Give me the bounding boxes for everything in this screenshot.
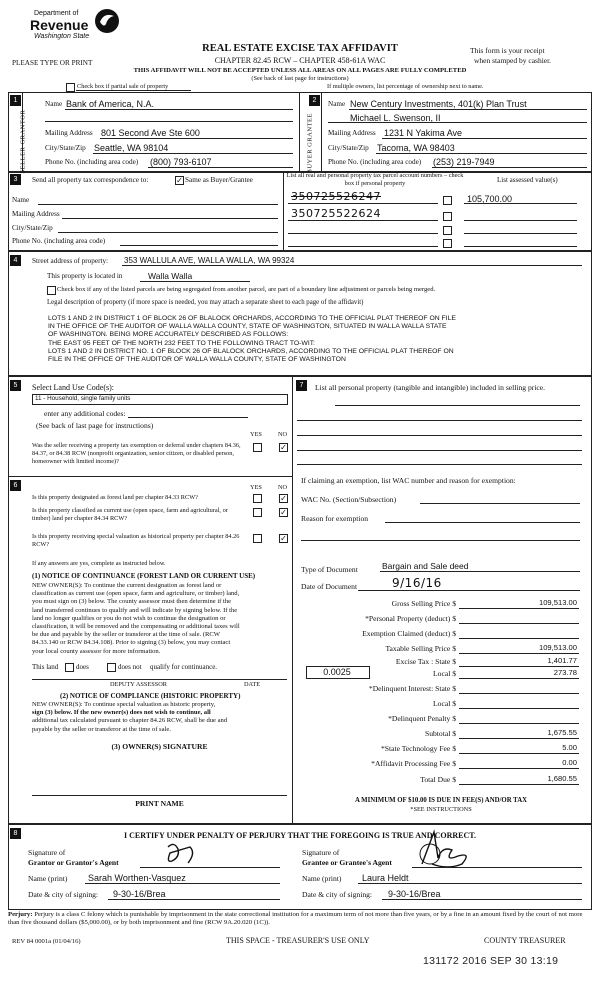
multiple-owners-note: If multiple owners, list percentage of ownership next to name. — [327, 83, 484, 90]
delinquent-penalty-label: *Delinquent Penalty $ — [388, 714, 456, 723]
section-7-number: 7 — [296, 380, 307, 391]
total-due-value[interactable]: 1,680.55 — [547, 774, 577, 783]
notice-compliance-text — [32, 701, 290, 734]
treasurer-use-only: THIS SPACE - TREASURER'S USE ONLY — [226, 936, 370, 945]
notice1-line: land no longer qualifies or you do not wish to continue the designation or — [32, 614, 226, 622]
technology-fee-value[interactable]: 5.00 — [562, 743, 577, 752]
street-address[interactable]: 353 WALLULA AVE, WALLA WALLA, WA 99324 — [124, 256, 295, 265]
notice2-line: additional tax calculated pursuant to chapter 84.26 RCW, shall be due and — [32, 717, 228, 725]
buyer-city[interactable]: Tacoma, WA 98403 — [377, 143, 455, 153]
assessed-1[interactable]: 105,700.00 — [467, 194, 513, 204]
dor-logo — [8, 6, 118, 46]
grantor-name[interactable]: Sarah Worthen-Vasquez — [88, 873, 186, 883]
seller-city[interactable]: Seattle, WA 98104 — [94, 143, 169, 153]
current-use-question: Is this property classified as current use (open space, farm and agricultural, or timber) land per chapter 84.34 RCW? — [32, 507, 228, 522]
wac-label: WAC No. (Section/Subsection) — [301, 495, 397, 504]
s3-name-label: Name — [12, 196, 30, 204]
seller-phone[interactable]: (800) 793-6107 — [150, 157, 212, 167]
parcel-2-personal-checkbox[interactable] — [443, 212, 452, 221]
receipt-stamp: 131172 2016 SEP 30 13:19 — [423, 955, 559, 967]
partial-sale-checkbox[interactable] — [66, 83, 75, 92]
excise-state-value[interactable]: 1,401.77 — [547, 656, 577, 665]
forest-question: Is this property designated as forest land per chapter 84.33 RCW? — [32, 494, 198, 501]
grantor-signature[interactable] — [160, 839, 210, 869]
parcel-1[interactable]: 350725526247 — [291, 190, 381, 203]
notice-compliance-title: (2) NOTICE OF COMPLIANCE (HISTORIC PROPERTY) — [60, 692, 241, 700]
not-accepted-notice: THIS AFFIDAVIT WILL NOT BE ACCEPTED UNLESS ALL AREAS ON ALL PAGES ARE FULLY COMPLETED — [133, 67, 467, 74]
same-as-buyer-checkbox[interactable]: ✓ — [176, 176, 183, 185]
s5-yes-header: YES — [250, 431, 262, 438]
legal-line: LOTS 1 AND 2 IN DISTRICT NO. 1 OF BLOCK 26 OF BLALOCK ORCHARDS, ACCORDING TO THE OFFICIAL PLAT THEREOF ON — [48, 347, 454, 355]
doc-date[interactable]: 9/16/16 — [392, 576, 442, 590]
legal-label: Legal description of property (if more space is needed, you may attach a separate sheet to each page of the affidavit) — [47, 299, 364, 306]
notice1-line: classification, it will be removed and the compensating or additional taxes will — [32, 623, 240, 631]
legal-line: LOTS 1 AND 2 IN DISTRICT 1 OF BLOCK 26 OF BLALOCK ORCHARDS, ACCORDING TO THE OFFICIAL PLAT THEREOF ON FILE — [48, 315, 456, 322]
s5-no-header: NO — [278, 431, 288, 438]
does-not-label: does not — [118, 663, 142, 671]
does-not-checkbox[interactable] — [107, 663, 116, 672]
does-checkbox[interactable] — [65, 663, 74, 672]
buyer-name-label: Name — [328, 100, 346, 108]
perjury-bold: Perjury: — [8, 911, 33, 918]
notice2-line: NEW OWNER(S): To continue special valuation as historic property, — [32, 701, 216, 708]
does-label: does — [76, 663, 89, 671]
perjury-text: Perjury is a class C felony which is punishable by imprisonment in the state correctional institution for a maximum term of not more than five years, or by a fine in an amount fixed by the court of not more than five thousand dollars ($5,000.00), or by both imprisonment and fine (RCW 9A.20.020 (1C)). — [8, 911, 583, 927]
exemption-no-checkbox[interactable]: ✓ — [280, 443, 287, 452]
seller-name-label: Name — [45, 100, 63, 108]
doc-type-label: Type of Document — [301, 565, 358, 574]
grantor-sig-label1: Signature of — [28, 848, 66, 857]
subtotal-label: Subtotal $ — [424, 729, 456, 738]
grantee-sig-label1: Signature of — [302, 848, 340, 857]
parcel-2[interactable]: 350725522624 — [291, 207, 381, 220]
section-2-number: 2 — [309, 95, 320, 106]
notice1-line: be due and payable by the seller or transferor at the time of sale. (RCW — [32, 631, 221, 639]
land-use-value: 11 - Household, single family units — [35, 395, 131, 402]
send-correspondence-label: Send all property tax correspondence to: — [32, 176, 149, 184]
taxable-selling-label: Taxable Selling Price $ — [385, 644, 456, 653]
reason-label: Reason for exemption — [301, 514, 369, 523]
delinquent-interest-local-value[interactable] — [459, 708, 579, 709]
notice1-line: NEW OWNER(S): To continue the current designation as forest land or — [32, 582, 222, 589]
notice-continuance-title: (1) NOTICE OF CONTINUANCE (FOREST LAND OR CURRENT USE) — [32, 572, 256, 580]
subtotal-value[interactable]: 1,675.55 — [547, 728, 577, 737]
grantee-name-label: Name (print) — [302, 874, 342, 883]
please-type: PLEASE TYPE OR PRINT — [12, 59, 93, 67]
if-any-yes: If any answers are yes, complete as instructed below. — [32, 560, 166, 567]
personal-property-deduct-label: *Personal Property (deduct) $ — [365, 614, 456, 623]
dept-line1: Department of — [34, 10, 79, 17]
dor-swirl-icon — [94, 8, 120, 34]
exemption-yes-checkbox[interactable] — [253, 443, 262, 452]
partial-sale-label: Check box if partial sale of property — [77, 83, 169, 90]
grantor-sig-label2: Grantor or Grantor's Agent — [28, 858, 119, 867]
grantee-date[interactable]: 9-30-16/Brea — [388, 889, 441, 899]
form-title: REAL ESTATE EXCISE TAX AFFIDAVIT — [202, 43, 398, 54]
parcel-4-personal-checkbox[interactable] — [443, 239, 452, 248]
parcel-1-personal-checkbox[interactable] — [443, 196, 452, 205]
exemption-claimed-label: Exemption Claimed (deduct) $ — [362, 629, 456, 638]
dept-line2: Revenue — [30, 17, 89, 33]
affidavit-fee-value[interactable]: 0.00 — [562, 758, 577, 767]
notice1-line: you must sign on (3) below. The county assessor must then determine if the — [32, 598, 232, 606]
exemption-question: Was the seller receiving a property tax exemption or deferral under chapters 84.36, 84.37, or 84.38 RCW (nonprofit organization, senior citizen, or disabled person, homeowner with limited income)? — [32, 442, 241, 465]
certify-statement: I CERTIFY UNDER PENALTY OF PERJURY THAT THE FOREGOING IS TRUE AND CORRECT. — [123, 831, 476, 840]
personal-property-deduct-value[interactable] — [459, 623, 579, 624]
buyer-mailing[interactable]: 1231 N Yakima Ave — [384, 128, 463, 138]
legal-line: IN THE OFFICE OF THE AUDITOR OF WALLA WALLA COUNTY, STATE OF WASHINGTON, SITUATED IN WALLA WALLA STATE — [48, 323, 447, 331]
section-6-number: 6 — [10, 480, 21, 491]
parcel-3-personal-checkbox[interactable] — [443, 226, 452, 235]
receipt-line2: when stamped by cashier. — [474, 56, 552, 65]
qualify-label: qualify for continuance. — [150, 663, 218, 671]
delinquent-interest-state-value[interactable] — [459, 693, 579, 694]
parcel-header: List all real and personal property tax parcel account numbers – check box if personal property — [286, 172, 464, 187]
forest-no-checkbox[interactable]: ✓ — [280, 494, 287, 503]
section-3-number: 3 — [10, 174, 21, 185]
historic-no-checkbox[interactable]: ✓ — [280, 534, 287, 543]
legal-line: FILE IN THE OFFICE OF THE AUDITOR OF WALLA WALLA COUNTY, STATE OF WASHINGTON — [48, 356, 346, 364]
legal-description[interactable] — [48, 315, 588, 364]
s6-yes-header: YES — [250, 484, 262, 491]
excise-state-label: Excise Tax : State $ — [395, 657, 456, 666]
seller-name[interactable]: Bank of America, N.A. — [66, 99, 155, 109]
seller-city-label: City/State/Zip — [45, 144, 86, 152]
grantee-sig-label2: Grantee or Grantee's Agent — [302, 858, 392, 867]
s6-no-header: NO — [278, 484, 288, 491]
located-label: This property is located in — [47, 272, 123, 280]
buyer-name2[interactable]: Michael L. Swenson, II — [350, 113, 441, 123]
section-4-number: 4 — [10, 255, 21, 266]
notice2-line: payable by the seller or transferor at the time of sale. — [32, 725, 171, 733]
segregated-checkbox[interactable] — [47, 286, 56, 295]
historic-yes-checkbox[interactable] — [253, 534, 262, 543]
grantee-name[interactable]: Laura Heldt — [362, 873, 409, 883]
doc-type[interactable]: Bargain and Sale deed — [382, 561, 469, 571]
s3-city-label: City/State/Zip — [12, 224, 53, 232]
gross-selling-value[interactable]: 109,513.00 — [538, 598, 577, 607]
segregated-label: Check box if any of the listed parcels are being segregated from another parcel, are part of a boundary line adjustment or parcels being merged. — [57, 286, 436, 293]
rev-number: REV 84 0001a (01/04/16) — [12, 938, 81, 945]
notice1-line: 84.33.140 or RCW 84.34.108). Prior to signing (3) below, you may contact — [32, 639, 231, 647]
notice1-line: land transferred continues to qualify and will indicate by signing below. If the — [32, 606, 238, 614]
assessed-header: List assessed value(s) — [497, 176, 558, 184]
technology-fee-label: *State Technology Fee $ — [380, 744, 456, 753]
grantor-name-label: Name (print) — [28, 874, 68, 883]
current-use-no-checkbox[interactable]: ✓ — [280, 508, 287, 517]
owner-signature-label: (3) OWNER(S) SIGNATURE — [111, 742, 208, 751]
grantor-date[interactable]: 9-30-16/Brea — [113, 889, 166, 899]
same-as-buyer-label: Same as Buyer/Grantee — [185, 176, 253, 184]
current-use-yes-checkbox[interactable] — [253, 508, 262, 517]
delinquent-penalty-value[interactable] — [459, 723, 579, 724]
grantee-date-label: Date & city of signing: — [302, 890, 373, 899]
notice2-line: sign (3) below. If the new owner(s) does not wish to continue, all — [32, 709, 211, 717]
local-rate: 0.0025 — [323, 667, 351, 677]
legal-line: THE EAST 95 FEET OF THE NORTH 232 FEET TO THE FOLLOWING TRACT TO-WIT: — [48, 339, 316, 347]
notice1-line: your local county assessor for more information. — [32, 647, 161, 655]
see-instructions: *SEE INSTRUCTIONS — [410, 806, 472, 813]
notice-continuance-text — [32, 582, 290, 656]
s3-phone-label: Phone No. (including area code) — [12, 237, 106, 245]
historic-question: Is this property receiving special valuation as historical property per chapter 84.26 RCW? — [32, 533, 240, 548]
date-label: DATE — [244, 681, 261, 688]
land-use-label: Select Land Use Code(s): — [32, 383, 114, 392]
section-8-number: 8 — [10, 828, 21, 839]
buyer-side-label: BUYER GRANTEE — [306, 113, 314, 174]
total-due-label: Total Due $ — [420, 775, 456, 784]
excise-local-value[interactable]: 273.78 — [553, 668, 577, 677]
doc-date-label: Date of Document — [301, 582, 358, 591]
buyer-name[interactable]: New Century Investments, 401(k) Plan Trust — [350, 99, 527, 109]
exemption-claimed-value[interactable] — [459, 638, 579, 639]
buyer-city-label: City/State/Zip — [328, 144, 369, 152]
minimum-due-note: A MINIMUM OF $10.00 IS DUE IN FEE(S) AND/OR TAX — [354, 797, 528, 804]
additional-codes-label: enter any additional codes: — [44, 409, 126, 418]
claiming-exemption-label: If claiming an exemption, list WAC number and reason for exemption: — [301, 476, 516, 485]
dept-line3: Washington State — [34, 33, 90, 40]
county-treasurer: COUNTY TREASURER — [484, 936, 566, 945]
seller-mailing[interactable]: 801 Second Ave Ste 600 — [101, 128, 200, 138]
receipt-line1: This form is your receipt — [470, 46, 545, 55]
grantee-signature[interactable] — [412, 828, 492, 872]
delinquent-interest-state-label: *Delinquent Interest: State $ — [368, 684, 456, 693]
perjury-statement — [8, 911, 592, 928]
s3-mailing-label: Mailing Address — [12, 210, 60, 218]
seller-side-label: SELLER GRANTOR — [19, 109, 27, 174]
gross-selling-label: Gross Selling Price $ — [391, 599, 456, 608]
taxable-selling-value[interactable]: 109,513.00 — [538, 643, 577, 652]
owner-signature-line[interactable] — [32, 795, 287, 796]
located-county[interactable]: Walla Walla — [148, 271, 193, 281]
s5-see-back: (See back of last page for instructions) — [36, 421, 154, 430]
legal-line: OF WASHINGTON. BEING MORE ACCURATELY DESCRIBED AS FOLLOWS: — [48, 331, 289, 339]
street-label: Street address of property: — [32, 257, 109, 265]
grantor-date-label: Date & city of signing: — [28, 890, 99, 899]
see-back-note: (See back of last page for instructions) — [251, 75, 349, 82]
buyer-mailing-label: Mailing Address — [328, 129, 376, 137]
this-land-label: This land — [32, 663, 59, 671]
affidavit-fee-label: *Affidavit Processing Fee $ — [371, 759, 456, 768]
seller-mailing-label: Mailing Address — [45, 129, 93, 137]
buyer-phone[interactable]: (253) 219-7949 — [433, 157, 495, 167]
buyer-phone-label: Phone No. (including area code) — [328, 158, 422, 166]
seller-phone-label: Phone No. (including area code) — [45, 158, 139, 166]
excise-local-label: Local $ — [433, 669, 456, 678]
personal-property-label: List all personal property (tangible and intangible) included in selling price. — [315, 383, 546, 392]
section-5-number: 5 — [10, 380, 21, 391]
print-name-label: PRINT NAME — [135, 799, 184, 808]
notice1-line: classification as current use (open space, farm and agriculture, or timber) land, — [32, 590, 240, 598]
delinquent-interest-local-label: Local $ — [433, 699, 456, 708]
deputy-assessor-label: DEPUTY ASSESSOR — [110, 681, 167, 688]
section-1-number: 1 — [10, 95, 21, 106]
forest-yes-checkbox[interactable] — [253, 494, 262, 503]
form-chapter: CHAPTER 82.45 RCW – CHAPTER 458-61A WAC — [214, 56, 386, 65]
